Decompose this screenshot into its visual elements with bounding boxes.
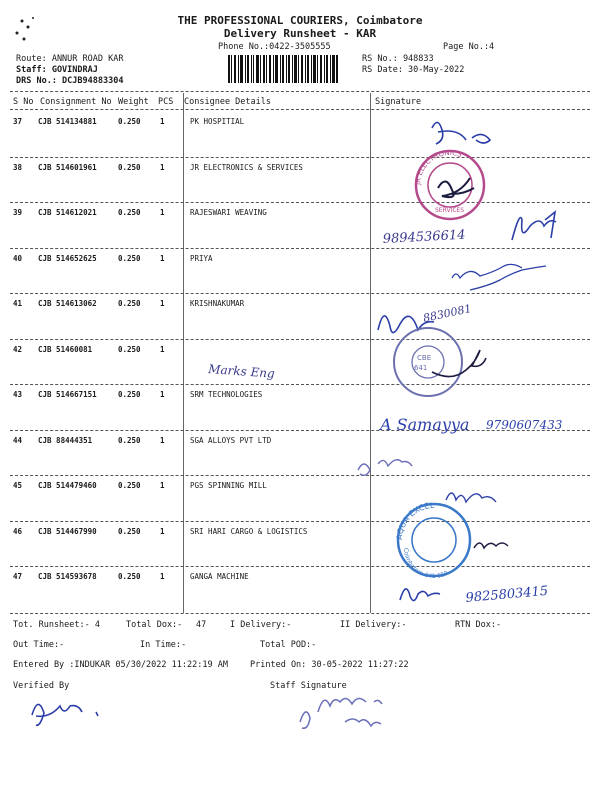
- stamp-jr-electronics: [414, 149, 484, 219]
- row-sno: 43: [13, 390, 23, 399]
- total-dox-value: 47: [196, 620, 207, 630]
- row-weight: 0.250: [118, 208, 141, 217]
- row-consignee: PK HOSPITIAL: [190, 117, 245, 126]
- i-delivery: I Delivery:-: [230, 620, 292, 630]
- col-sno: S No: [13, 97, 34, 107]
- page-number: Page No.:4: [443, 42, 495, 52]
- col-signature: Signature: [375, 97, 422, 107]
- svg-text:JR ELECTRONICS: JR ELECTRONICS: [413, 148, 463, 186]
- route: Route: ANNUR ROAD KAR: [16, 54, 124, 64]
- row-sno: 37: [13, 117, 23, 126]
- row-consignment-no: CJB 514134881: [38, 117, 97, 126]
- row-consignment-no: CJB 88444351: [38, 435, 93, 445]
- row-pcs: 1: [160, 526, 165, 536]
- row-weight: 0.250: [118, 481, 141, 490]
- document-title: Delivery Runsheet - KAR: [223, 27, 377, 40]
- row-consignee: JR ELECTRONICS & SERVICES: [190, 162, 303, 172]
- total-pod: Total POD:-: [260, 640, 317, 650]
- svg-text:641: 641: [414, 364, 428, 372]
- row-weight: 0.250: [118, 435, 141, 445]
- signature-39: [512, 212, 556, 240]
- row-pcs: 1: [160, 162, 165, 172]
- svg-text:Coimbatore-641 659: Coimbatore-641 659: [401, 547, 450, 581]
- phone-number: Phone No.:0422-3505555: [218, 42, 331, 52]
- totals-rule: [10, 613, 590, 614]
- row-consignee: SRM TECHNOLOGIES: [190, 390, 263, 399]
- signature-47: [400, 589, 440, 601]
- row-consignee: RAJESWARI WEAVING: [190, 208, 267, 217]
- verified-by-label: Verified By: [13, 681, 70, 691]
- row-sno: 45: [13, 481, 23, 490]
- rs-number: RS No.: 948833: [362, 54, 434, 64]
- phone-39: 9894536614: [382, 227, 466, 247]
- row-sno: 41: [13, 299, 23, 308]
- row-consignment-no: CJB 514612021: [38, 208, 97, 217]
- entered-by: Entered By :INDUKAR 05/30/2022 11:22:19 AM: [13, 660, 228, 670]
- row-pcs: 1: [160, 435, 165, 445]
- company-name: THE PROFESSIONAL COURIERS, Coimbatore: [177, 14, 423, 27]
- svg-text:SERVICES: SERVICES: [435, 207, 465, 214]
- row-pcs: 1: [160, 481, 165, 490]
- row-sno: 38: [13, 162, 23, 172]
- signature-37: [432, 122, 490, 144]
- svg-text:AQUA EXCEL: AQUA EXCEL: [394, 500, 435, 541]
- drs-number: DRS No.: DCJB94883304: [16, 76, 124, 86]
- row-weight: 0.250: [118, 526, 141, 536]
- row-consignment-no: CJB 514652625: [38, 253, 97, 263]
- name-43: A Samayya: [380, 415, 470, 434]
- row-sno: 46: [13, 526, 23, 536]
- row-consignee: GANGA MACHINE: [190, 572, 249, 581]
- row-consignment-no: CJB 514667151: [38, 390, 97, 399]
- row-sno: 39: [13, 208, 23, 217]
- verified-signature: [32, 704, 98, 725]
- row-pcs: 1: [160, 117, 165, 126]
- row-weight: 0.250: [118, 390, 141, 399]
- row-consignee: PGS SPINNING MILL: [190, 481, 267, 490]
- row-sno: 47: [13, 572, 23, 581]
- row-consignment-no: CJB 514479460: [38, 481, 97, 490]
- row-consignment-no: CJB 514467990: [38, 526, 97, 536]
- row-pcs: 1: [160, 344, 165, 354]
- total-dox-label: Total Dox:-: [126, 620, 183, 630]
- ii-delivery: II Delivery:-: [340, 620, 407, 630]
- row-weight: 0.250: [118, 572, 141, 581]
- tot-runsheet: Tot. Runsheet:- 4: [13, 620, 100, 630]
- phone-43: 9790607433: [486, 418, 563, 432]
- row-pcs: 1: [160, 390, 165, 399]
- row-consignee: KRISHNAKUMAR: [190, 299, 245, 308]
- col-consignment: Consignment No: [40, 97, 112, 107]
- col-weight: Weight: [118, 97, 149, 107]
- row-weight: 0.250: [118, 117, 141, 126]
- phone-41: 8830081: [421, 302, 473, 325]
- signature-44: [358, 460, 412, 476]
- in-time: In Time:-: [140, 640, 187, 650]
- row-consignee: PRIYA: [190, 253, 213, 263]
- row-consignment-no: CJB 514613062: [38, 299, 97, 308]
- marks-eng-note: Marks Eng: [207, 362, 276, 381]
- svg-text:CBE: CBE: [417, 354, 432, 362]
- row-pcs: 1: [160, 253, 165, 263]
- signature-40: [452, 264, 546, 290]
- row-consignee: SRI HARI CARGO & LOGISTICS: [190, 526, 308, 536]
- row-consignment-no: CJB 514601961: [38, 162, 97, 172]
- stamp-aqua-excel: [395, 501, 508, 580]
- row-consignment-no: CJB 514593678: [38, 572, 97, 581]
- signature-45: [446, 493, 496, 502]
- row-pcs: 1: [160, 572, 165, 581]
- out-time: Out Time:-: [13, 640, 65, 650]
- row-sno: 42: [13, 344, 23, 354]
- staff-signature-label: Staff Signature: [270, 681, 347, 691]
- row-weight: 0.250: [118, 253, 141, 263]
- staff: Staff: GOVINDRAJ: [16, 65, 98, 75]
- row-sno: 44: [13, 435, 23, 445]
- row-weight: 0.250: [118, 299, 141, 308]
- rtn-dox: RTN Dox:-: [455, 620, 502, 630]
- staff-signature-mark: [300, 698, 382, 728]
- phone-47: 9825803415: [465, 583, 549, 606]
- col-consignee: Consignee Details: [184, 97, 271, 107]
- printed-on: Printed On: 30-05-2022 11:27:22: [250, 660, 409, 670]
- row-sno: 40: [13, 253, 23, 263]
- col-pcs: PCS: [158, 97, 174, 107]
- row-weight: 0.250: [118, 162, 141, 172]
- row-consignee: SGA ALLOYS PVT LTD: [190, 435, 272, 445]
- row-pcs: 1: [160, 299, 165, 308]
- row-weight: 0.250: [118, 344, 141, 354]
- row-pcs: 1: [160, 208, 165, 217]
- row-consignment-no: CJB 51460081: [38, 344, 93, 354]
- corner-dots: [16, 17, 35, 41]
- stamp-cbe: [394, 328, 486, 396]
- rs-date: RS Date: 30-May-2022: [362, 65, 465, 75]
